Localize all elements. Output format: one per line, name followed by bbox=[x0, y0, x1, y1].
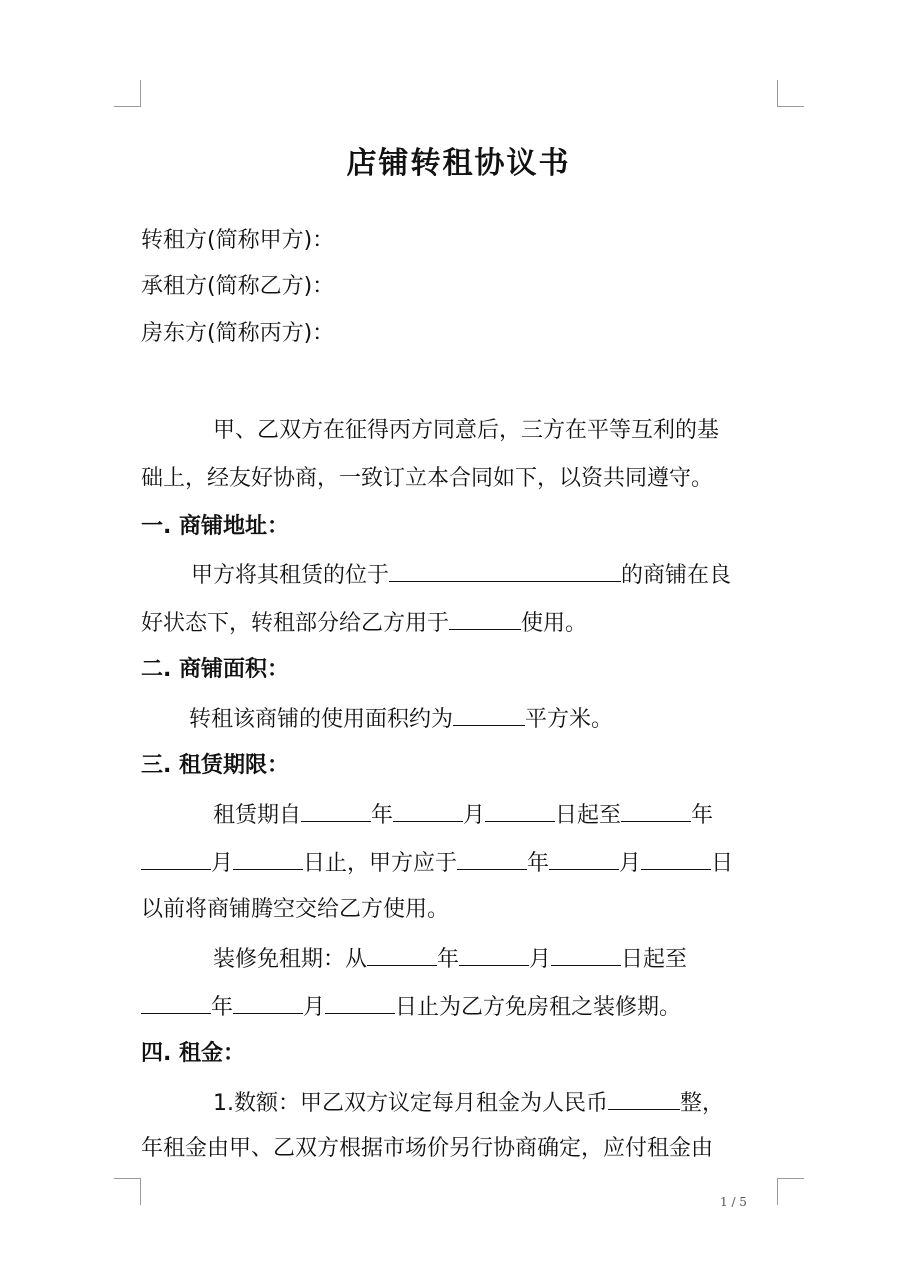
term-prefix: 租赁期自 bbox=[213, 803, 302, 828]
end-month-blank bbox=[141, 847, 211, 870]
section-3-line-5 bbox=[141, 991, 781, 1023]
section-1-text-b: 的商铺在良 bbox=[621, 563, 732, 588]
month-label: 月 bbox=[529, 947, 552, 972]
month-label: 月 bbox=[463, 803, 486, 828]
crop-mark-top-left bbox=[114, 80, 141, 107]
crop-mark-bottom-left bbox=[114, 1178, 141, 1205]
day-from-label: 日起至 bbox=[621, 947, 688, 972]
month-label: 月 bbox=[619, 851, 642, 876]
section-1-heading: 一. 商铺地址： bbox=[141, 514, 290, 539]
party-landlord: 房东方(简称丙方)： bbox=[141, 321, 335, 346]
rent-amount-blank bbox=[608, 1087, 680, 1110]
end-day-blank bbox=[233, 847, 303, 870]
day-label: 日 bbox=[711, 851, 734, 876]
start-year-blank bbox=[301, 799, 371, 822]
section-2-heading: 二. 商铺面积： bbox=[141, 657, 290, 682]
area-blank bbox=[453, 703, 525, 726]
section-2-text-b: 平方米。 bbox=[525, 707, 614, 732]
section-2-line-1 bbox=[141, 703, 781, 735]
end-year-blank bbox=[621, 799, 691, 822]
intro-line-1: 甲、乙双方在征得丙方同意后，三方在平等互利的基 bbox=[213, 418, 720, 443]
rent-amount-text: 1.数额：甲乙双方议定每月租金为人民币 bbox=[213, 1091, 608, 1116]
intro-line-2: 础上，经友好协商，一致订立本合同如下，以资共同遵守。 bbox=[141, 466, 714, 491]
year-label: 年 bbox=[691, 803, 714, 828]
party-sublessor: 转租方(简称甲方)： bbox=[141, 228, 335, 253]
day-end-label: 日止，甲方应于 bbox=[303, 851, 458, 876]
handover-day-blank bbox=[641, 847, 711, 870]
year-label: 年 bbox=[527, 851, 550, 876]
usage-blank bbox=[449, 607, 521, 630]
section-1-line-2 bbox=[141, 607, 781, 639]
section-3-line-1 bbox=[141, 799, 781, 831]
year-label: 年 bbox=[437, 947, 460, 972]
section-4-line-2: 年租金由甲、乙双方根据市场价另行协商确定，应付租金由 bbox=[141, 1136, 714, 1161]
start-month-blank bbox=[393, 799, 463, 822]
section-1-text-a: 甲方将其租赁的位于 bbox=[191, 563, 390, 588]
section-3-line-2 bbox=[141, 847, 781, 879]
reno-start-day-blank bbox=[551, 943, 621, 966]
page-number: 1 / 5 bbox=[720, 1195, 747, 1209]
section-4-line-1 bbox=[141, 1087, 781, 1119]
section-3-line-3: 以前将商铺腾空交给乙方使用。 bbox=[141, 897, 450, 922]
section-1-line-1 bbox=[141, 559, 781, 591]
document-title: 店铺转租协议书 bbox=[346, 146, 571, 181]
section-3-heading: 三. 租赁期限： bbox=[141, 753, 290, 778]
year-label: 年 bbox=[211, 995, 234, 1020]
month-label: 月 bbox=[211, 851, 234, 876]
crop-mark-top-right bbox=[777, 80, 804, 107]
address-blank bbox=[389, 559, 621, 582]
handover-year-blank bbox=[457, 847, 527, 870]
year-label: 年 bbox=[371, 803, 394, 828]
handover-month-blank bbox=[549, 847, 619, 870]
section-1-text-d: 使用。 bbox=[521, 611, 588, 636]
reno-end-label: 日止为乙方免房租之装修期。 bbox=[395, 995, 682, 1020]
reno-start-month-blank bbox=[459, 943, 529, 966]
section-3-line-4 bbox=[141, 943, 781, 975]
day-from-label: 日起至 bbox=[555, 803, 622, 828]
reno-prefix: 装修免租期：从 bbox=[213, 947, 368, 972]
reno-end-month-blank bbox=[233, 991, 303, 1014]
reno-end-year-blank bbox=[141, 991, 211, 1014]
section-2-text-a: 转租该商铺的使用面积约为 bbox=[189, 707, 454, 732]
reno-end-day-blank bbox=[325, 991, 395, 1014]
rent-amount-suffix: 整， bbox=[680, 1091, 725, 1116]
month-label: 月 bbox=[303, 995, 326, 1020]
section-1-text-c: 好状态下，转租部分给乙方用于 bbox=[141, 611, 450, 636]
party-sublessee: 承租方(简称乙方)： bbox=[141, 274, 335, 299]
crop-mark-bottom-right bbox=[777, 1178, 804, 1205]
start-day-blank bbox=[485, 799, 555, 822]
reno-start-year-blank bbox=[367, 943, 437, 966]
section-4-heading: 四. 租金： bbox=[141, 1041, 246, 1066]
